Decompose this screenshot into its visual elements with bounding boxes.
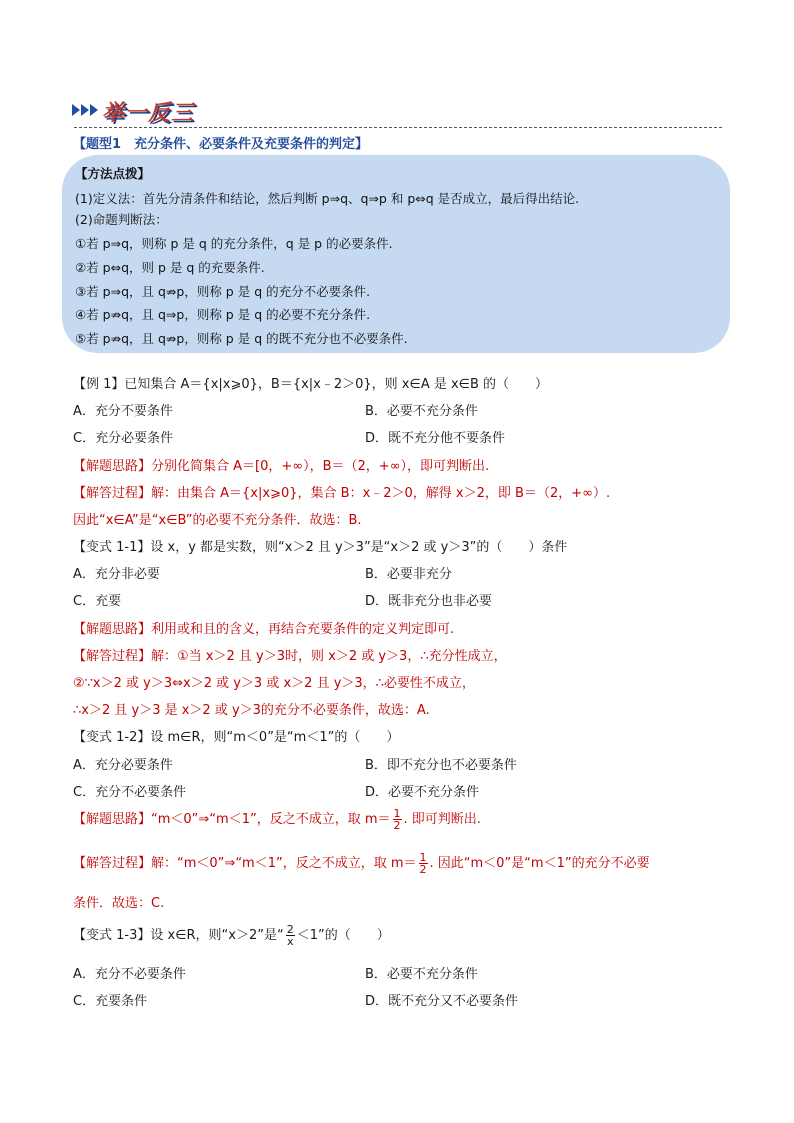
fraction-numerator: 1 (419, 851, 427, 864)
variant-1-3-option-a: A．充分不必要条件 (73, 967, 186, 982)
variant-1-1-option-d: D．既非充分也非必要 (365, 594, 493, 609)
thinking-label: 【解题思路】 (73, 622, 152, 637)
method-line-3: ①若 p⇒q，则称 p 是 q 的充分条件，q 是 p 的必要条件. (75, 236, 393, 251)
variant-1-2-option-d: D．必要不充分条件 (365, 785, 480, 800)
logo-text: 举一反三 (102, 100, 195, 126)
fraction-denominator: x (286, 935, 294, 948)
example-1-thinking (73, 455, 489, 474)
method-line-4: ②若 p⇔q，则 p 是 q 的充要条件. (75, 260, 265, 275)
process-label: 【解答过程】 (73, 649, 152, 664)
method-tips-box (62, 155, 730, 353)
fraction-one-half (393, 808, 402, 831)
fraction-tail: ＜1 (296, 928, 318, 943)
variant-1-3-question (73, 924, 390, 947)
example-1-process-line-2: 因此“x∈A”是“x∈B”的必要不充分条件．故选：B. (73, 513, 362, 528)
process-text-post: . 因此“m＜0”是“m＜1”的充分不必要 (429, 856, 650, 871)
variant-1-1-thinking (73, 618, 454, 637)
example-1-option-d: D．既不充分他不要条件 (365, 431, 506, 446)
fraction-numerator: 1 (393, 807, 401, 820)
variant-1-1-question: 【变式 1-1】设 x，y 都是实数，则“x＞2 且 y＞3”是“x＞2 或 y＞3”的（ ）条件 (73, 540, 568, 555)
process-label: 【解答过程】 (73, 486, 152, 501)
thinking-text: 分别化简集合 A＝[0，+∞），B＝（2，+∞），即可判断出. (151, 459, 490, 474)
dashed-divider (74, 127, 722, 128)
triple-arrow-icon (72, 104, 98, 116)
process-text-pre: 解：“m＜0”⇒“m＜1”，反之不成立，取 m＝ (151, 856, 417, 871)
variant-1-2-option-a: A．充分必要条件 (73, 758, 173, 773)
fraction-two-over-x (286, 924, 295, 947)
method-title: 【方法点拨】 (75, 166, 151, 181)
question-post: ”的（ ） (318, 928, 390, 943)
variant-1-3-option-c: C．充要条件 (73, 994, 148, 1009)
method-line-7: ⑤若 p⇏q，且 q⇏p，则称 p 是 q 的既不充分也不必要条件. (75, 331, 408, 346)
variant-1-1-process-line-2: ②∵x＞2 或 y＞3⇔x＞2 或 y＞3 或 x＞2 且 y＞3，∴必要性不成立， (73, 676, 475, 691)
variant-1-2-option-b: B．即不充分也不必要条件 (365, 758, 517, 773)
variant-1-3-option-d: D．既不充分又不必要条件 (365, 994, 519, 1009)
example-1-option-c: C．充分必要条件 (73, 431, 174, 446)
variant-1-2-process (73, 852, 650, 875)
question-pre: 【变式 1-3】设 x∈R，则“x＞2”是“ (73, 928, 284, 943)
process-text: 解：由集合 A＝{x|x⩾0}，集合 B：x﹣2＞0，解得 x＞2，即 B＝（2，+∞）. (151, 486, 611, 501)
variant-1-2-question: 【变式 1-2】设 m∈R，则“m＜0”是“m＜1”的（ ） (73, 730, 400, 745)
thinking-text: 利用或和且的含义，再结合充要条件的定义判定即可. (151, 622, 455, 637)
process-label: 【解答过程】 (73, 856, 152, 871)
example-1-option-a: A．充分不要条件 (73, 404, 173, 419)
variant-1-2-process-line-2: 条件．故选：C. (73, 896, 165, 911)
method-line-6: ④若 p⇏q，且 q⇒p，则称 p 是 q 的必要不充分条件. (75, 307, 371, 322)
example-1-process (73, 482, 610, 501)
variant-1-3-option-b: B．必要不充分条件 (365, 967, 478, 982)
thinking-text-pre: “m＜0”⇒“m＜1”，反之不成立，取 m＝ (151, 812, 391, 827)
example-1-question: 【例 1】已知集合 A＝{x|x⩾0}，B＝{x|x﹣2＞0}，则 x∈A 是 x∈B 的（ ） (73, 377, 549, 392)
method-line-5: ③若 p⇒q，且 q⇏p，则称 p 是 q 的充分不必要条件. (75, 284, 371, 299)
thinking-text-post: . 即可判断出. (403, 812, 481, 827)
process-text: 解：①当 x＞2 且 y＞3时，则 x＞2 或 y＞3，∴充分性成立， (151, 649, 507, 664)
example-1-option-b: B．必要不充分条件 (365, 404, 478, 419)
variant-1-2-thinking (73, 808, 481, 831)
fraction-denominator: 2 (419, 863, 427, 876)
section-logo (72, 98, 722, 128)
variant-1-1-option-c: C．充要 (73, 594, 122, 609)
method-line-2: (2)命题判断法： (75, 212, 168, 227)
fraction-one-half (419, 852, 428, 875)
variant-1-1-option-a: A．充分非必要 (73, 567, 160, 582)
thinking-label: 【解题思路】 (73, 459, 152, 474)
variant-1-1-option-b: B．必要非充分 (365, 567, 452, 582)
variant-1-1-process-line-3: ∴x＞2 且 y＞3 是 x＞2 或 y＞3的充分不必要条件，故选：A. (73, 703, 430, 718)
section-title: 【题型1 充分条件、必要条件及充要条件的判定】 (73, 137, 369, 152)
fraction-numerator: 2 (286, 923, 294, 936)
method-line-1: (1)定义法：首先分清条件和结论，然后判断 p⇒q、q⇒p 和 p⇔q 是否成立，最后得出结论. (75, 191, 580, 206)
thinking-label: 【解题思路】 (73, 812, 152, 827)
variant-1-2-option-c: C．充分不必要条件 (73, 785, 187, 800)
variant-1-1-process (73, 645, 507, 664)
fraction-denominator: 2 (393, 819, 401, 832)
